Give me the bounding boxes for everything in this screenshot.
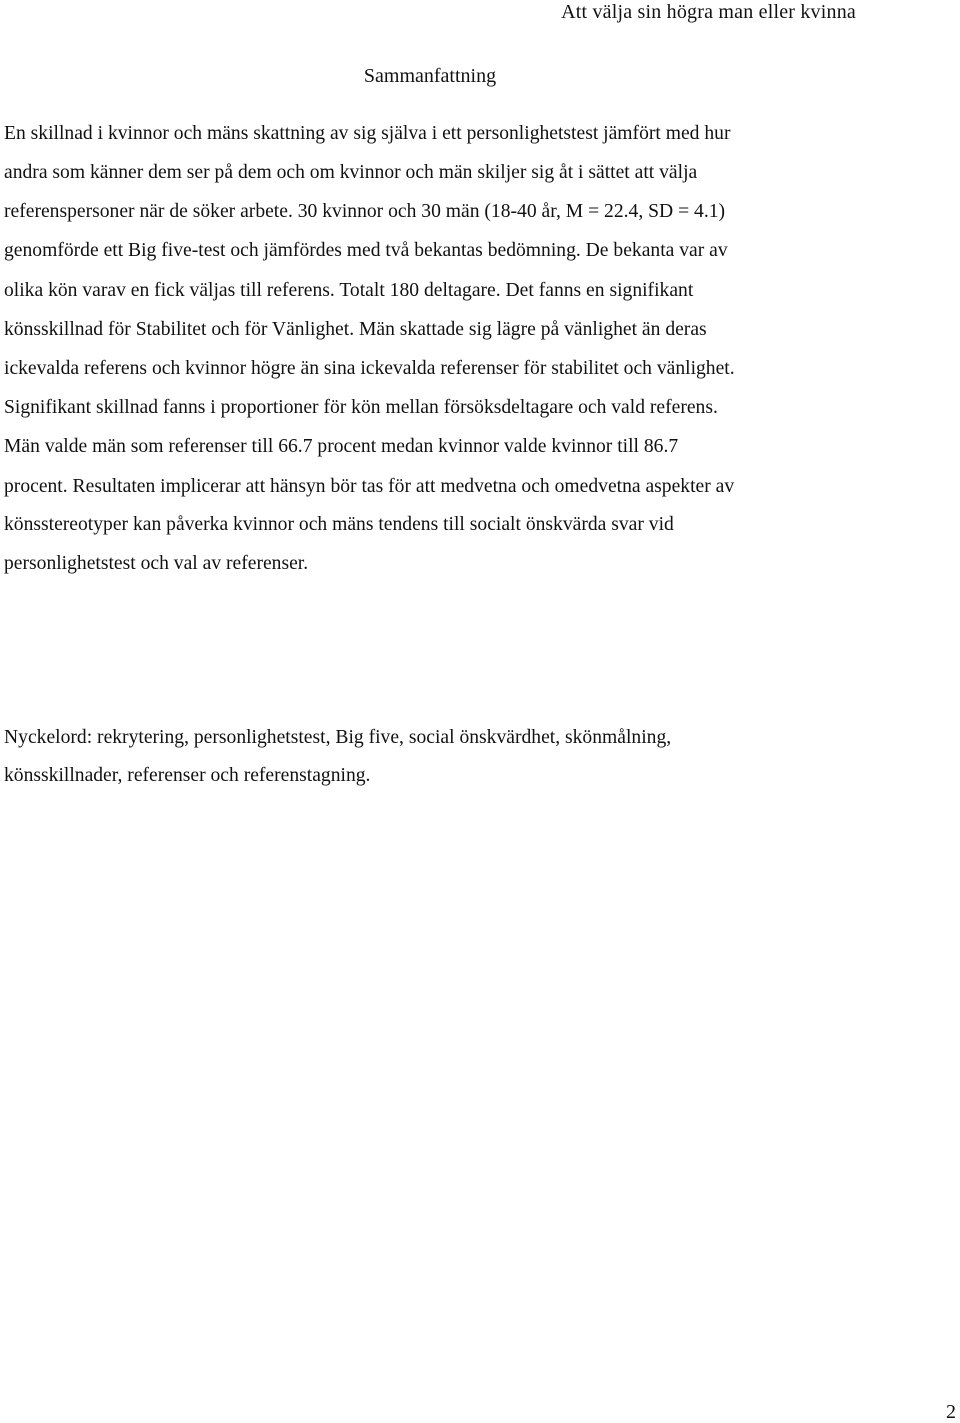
- keywords-line: Nyckelord: rekrytering, personlighetstest, Big five, social önskvärdhet, skönmålning,: [4, 727, 672, 748]
- abstract-line: olika kön varav en fick väljas till referens. Totalt 180 deltagare. Det fanns en signifikant: [4, 280, 694, 301]
- keywords-line: könsskillnader, referenser och referenstagning.: [4, 765, 371, 786]
- abstract-line: genomförde ett Big five-test och jämfördes med två bekantas bedömning. De bekanta var av: [4, 240, 728, 261]
- abstract-line: Signifikant skillnad fanns i proportioner för kön mellan försöksdeltagare och vald referens.: [4, 397, 718, 418]
- abstract-line: könsskillnad för Stabilitet och för Vänlighet. Män skattade sig lägre på vänlighet än deras: [4, 319, 707, 340]
- abstract-line: ickevalda referens och kvinnor högre än sina ickevalda referenser för stabilitet och vänlighet.: [4, 358, 735, 379]
- abstract-line: andra som känner dem ser på dem och om kvinnor och män skiljer sig åt i sättet att välja: [4, 162, 698, 183]
- running-header: Att välja sin högra man eller kvinna: [561, 1, 856, 23]
- abstract-line: könsstereotyper kan påverka kvinnor och mäns tendens till socialt önskvärda svar vid: [4, 514, 674, 535]
- abstract-line: procent. Resultaten implicerar att hänsyn bör tas för att medvetna och omedvetna aspekter av: [4, 476, 735, 497]
- abstract-line: referenspersoner när de söker arbete. 30 kvinnor och 30 män (18-40 år, M = 22.4, SD = 4.1): [4, 201, 726, 222]
- page-number: 2: [946, 1401, 956, 1423]
- abstract-line: En skillnad i kvinnor och mäns skattning av sig själva i ett personlighetstest jämfört med hur: [4, 123, 731, 144]
- section-title: Sammanfattning: [363, 65, 497, 87]
- abstract-line: personlighetstest och val av referenser.: [4, 553, 309, 574]
- abstract-line: Män valde män som referenser till 66.7 procent medan kvinnor valde kvinnor till 86.7: [4, 436, 679, 457]
